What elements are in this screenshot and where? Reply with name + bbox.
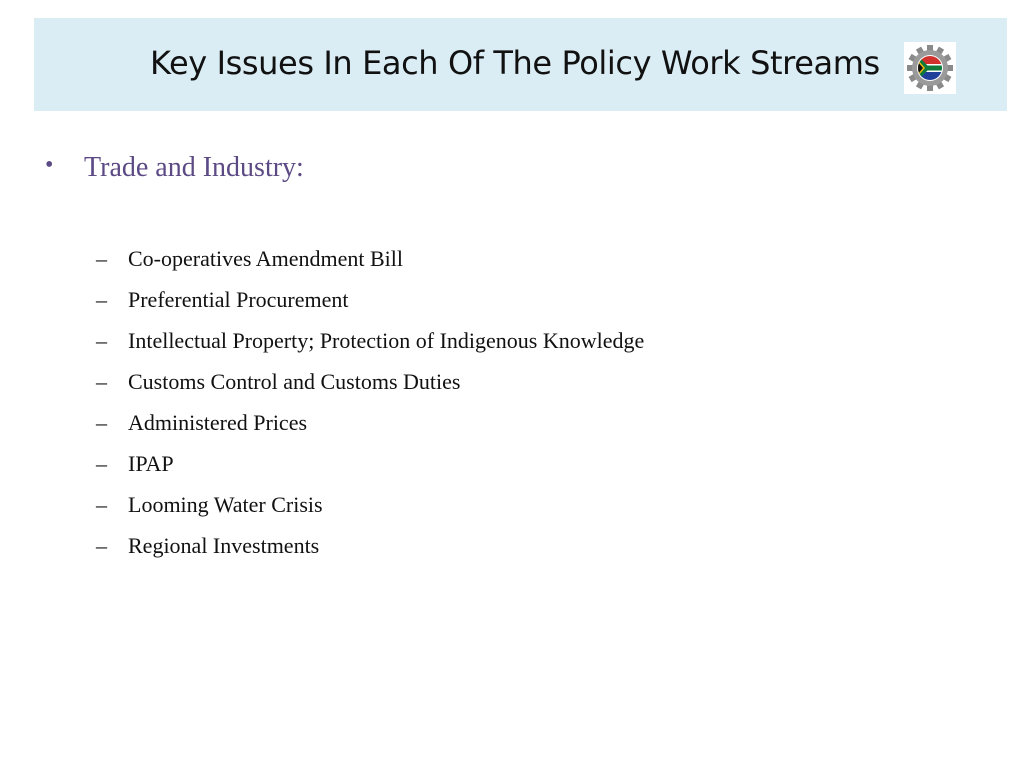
slide-title: Key Issues In Each Of The Policy Work Streams [150,44,880,82]
list-item-text: Co-operatives Amendment Bill [128,246,403,271]
list-item-text: Regional Investments [128,533,320,558]
bullet-marker: • [45,152,54,178]
list-item-text: Customs Control and Customs Duties [128,369,461,394]
list-item-text: Preferential Procurement [128,287,349,312]
dash-marker: – [96,451,107,476]
section-heading: Trade and Industry: [84,152,304,183]
dash-marker: – [96,328,107,353]
dash-marker: – [96,533,107,558]
list-item-text: Intellectual Property; Protection of Indigenous Knowledge [128,328,645,353]
dash-marker: – [96,492,107,517]
dash-marker: – [96,287,107,312]
dash-marker: – [96,369,107,394]
list-item-text: Looming Water Crisis [128,492,323,517]
dash-marker: – [96,410,107,435]
dash-marker: – [96,246,107,271]
list-item-text: Administered Prices [128,410,308,435]
list-item-text: IPAP [128,451,174,476]
south-africa-gear-emblem-icon [904,42,956,94]
